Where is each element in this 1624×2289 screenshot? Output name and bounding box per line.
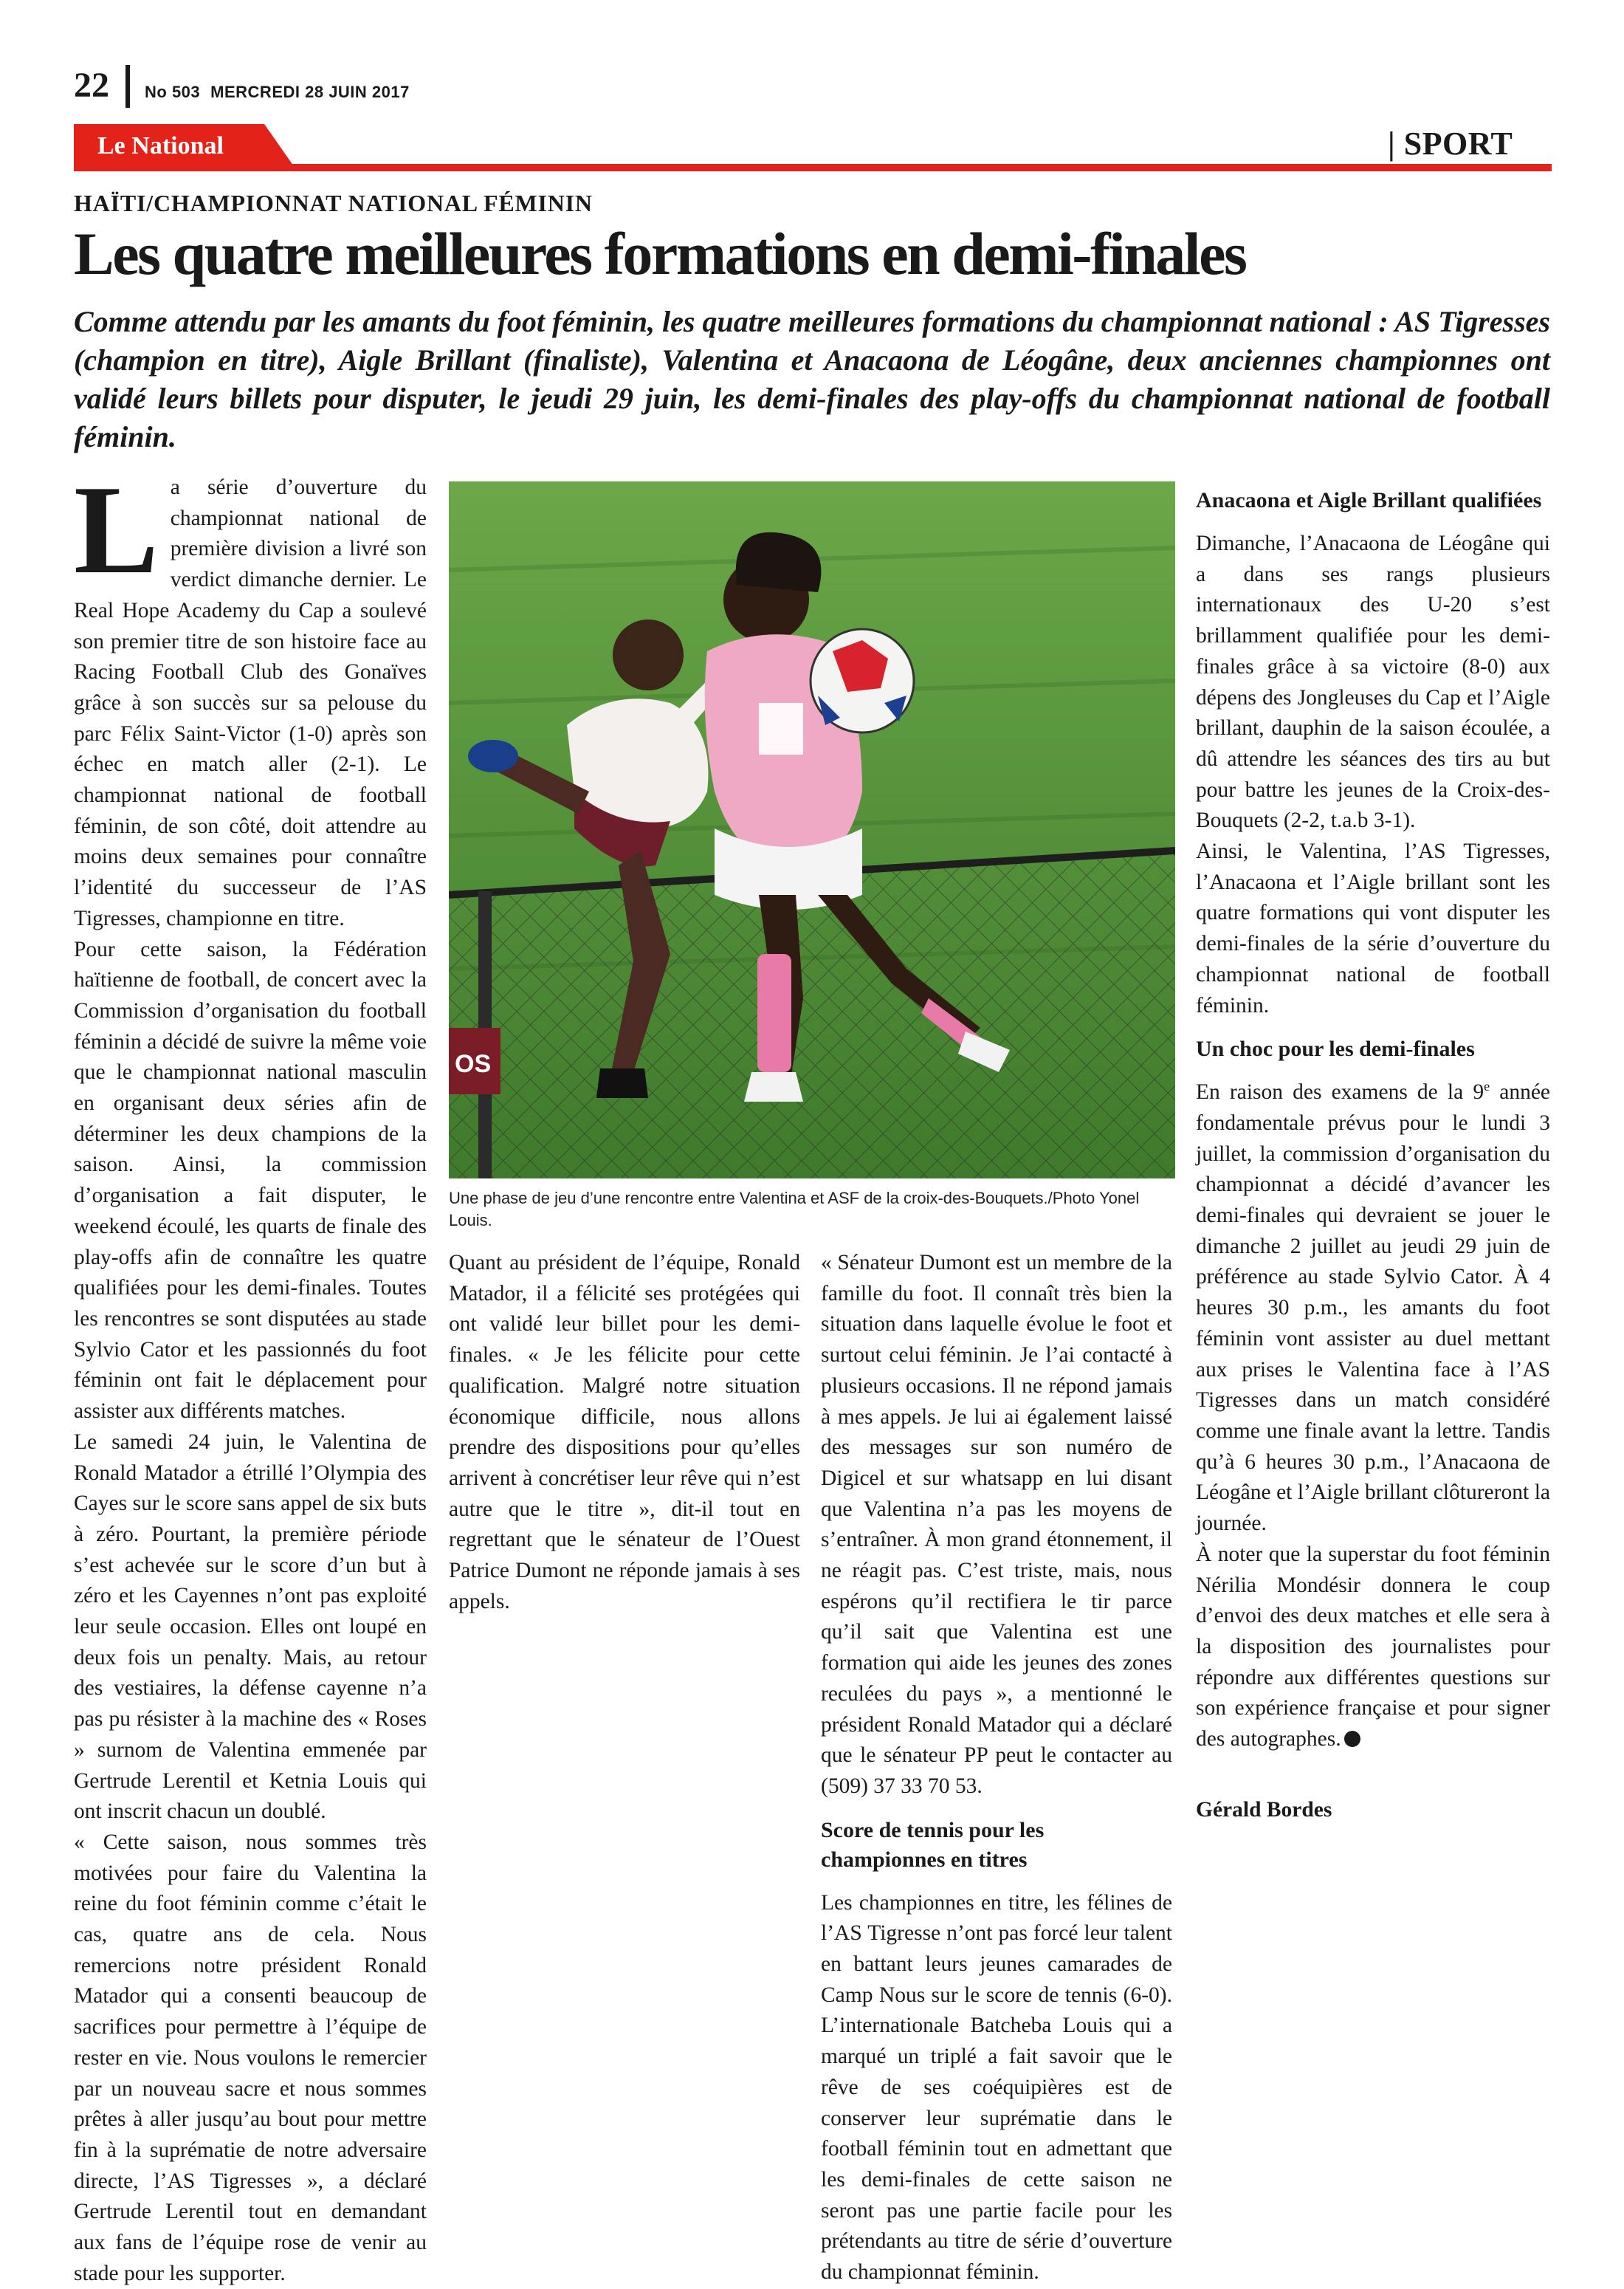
brand-name: Le National [97,132,224,159]
paragraph [1196,1540,1550,1755]
paragraph-text: a série d’ouverture du championnat national de première division a livré son verdict dimanche dernier. Le Real Hope Academy du Cap a soulevé son premier titre de son histoire face au Racing Football Club des Gonaïves grâce à son succès sur sa pelouse du parc Félix Saint-Victor (1-0) après son échec en match aller (2-1). Le championnat national de football féminin, de son côté, doit attendre au moins deux semaines pour connaître l’identité du successeur de l’AS Tigresses, championne en titre. [74,476,427,930]
end-mark-icon [1344,1731,1360,1747]
paragraph: Dimanche, l’Anacaona de Léogâne qui a dans ses rangs plusieurs internationaux des U-20 s’est brillamment qualifiée pour les demi-finales grâce à sa victoire (8-0) aux dépens des Jongleuses du Cap et l’Aigle brillant, dauphin de la saison écoulée, a dû attendre les séances des tirs au but pour battre les jeunes de la Croix-des-Bouquets (2-2, t.a.b 3-1). [1196,532,1550,833]
header-rule [74,164,1552,171]
article-column-3 [821,1248,1172,2288]
subheading-tennis: Score de tennis pour les championnes en titres [821,1817,1045,1872]
soccer-ball [811,629,914,732]
match-photo [449,481,1175,1178]
article-column-1 [74,460,427,2289]
paragraph [1196,1077,1550,1540]
author-signature: Gérald Bordes [1196,1797,1332,1822]
paragraph: Les championnes en titre, les félines de l’AS Tigresse n’ont pas forcé leur talent en battant leurs jeunes camarades de Camp Nous sur le score de tennis (6-0). L’internationale Batcheba Louis qui a marqué un triplé a fait savoir que le rêve de ses coéquipières est de conserver leur suprématie dans le football féminin tout en admettant que les demi-finales de cette saison ne seront pas une partie facile pour les prétendants au titre de série d’ouverture du championnat féminin. [821,1890,1172,2285]
paragraph: Le samedi 24 juin, le Valentina de Ronald Matador a étrillé l’Olympia des Cayes sur le score sans appel de six buts à zéro. Pourtant, la première période s’est achevée sur le score d’un but à zéro et les Cayennes n’ont pas exploité leur seule occasion. Elles ont loupé en deux fois un penalty. Mais, au retour des vestiaires, la défense cayenne n’a pas pu résister à la machine des « Roses » surnom de Valentina emmenée par Gertrude Lerentil et Ketnia Louis qui ont inscrit chacun un doublé. [74,1430,427,1824]
subheading-anacaona: Anacaona et Aigle Brillant qualifiées [1196,488,1542,512]
article-standfirst: Comme attendu par les amants du foot féminin, les quatre meilleures formations du championnat national : AS Tigresses (champion en titre), Aigle Brillant (finaliste), Valentina et Anacaona de Léogâne, deux anciennes championnes ont validé leurs billets pour disputer, le jeudi 29 juin, les demi-finales des play-offs du championnat national de football féminin. [74,305,1550,453]
subheading-choc: Un choc pour les demi-finales [1196,1037,1475,1062]
page-number: 22 [74,66,109,105]
drop-cap: L [74,460,159,600]
paragraph-text: année fondamentale prévus pour le lundi 3 juillet, la commission d’organisation du championnat a décidé d’avancer les demi-finales qui devraient se jouer le dimanche 2 juillet au jeudi 29 juin de préférence au stade Sylvio Cator. À 4 heures 30 p.m., les amants du foot féminin vont assister au duel mettant aux prises le Valentina face à l’AS Tigresses dans un match considéré comme une finale avant la lettre. Tandis qu’à 6 heures 30 p.m., l’Anacaona de Léogâne et l’Aigle brillant clôtureront la journée. [1196,1080,1551,1536]
paragraph: « Sénateur Dumont est un membre de la famille du foot. Il connaît très bien la situation dans laquelle évolue le foot et surtout celui féminin. Je l’ai contacté à plusieurs occasions. Il ne répond jamais à mes appels. Je lui ai également laissé des messages sur son numéro de Digicel et sur whatsapp en lui disant que Valentina n’a pas les moyens de s’entraîner. À mon grand étonnement, il ne réagit pas. C’est triste, mais, nous espérons qu’il rectifiera le tir parce qu’il sait que Valentina est une formation qui aide les jeunes des zones reculées du pays », a mentionné le président Ronald Matador qui a déclaré que le sénateur PP peut le contacter au (509) 37 33 70 53. [821,1251,1172,1798]
issue-number: No 503 [145,83,201,101]
article-column-4 [1196,473,1550,1825]
issue-date: MERCREDI 28 JUIN 2017 [210,83,410,101]
lead-paragraph [74,460,427,935]
paragraph-text: À noter que la superstar du foot féminin Nérilia Mondésir donnera le coup d’envoi des deux matches et elle sera à la disposition des journalistes pour répondre aux différentes questions sur son expérience française et pour signer des autographes. [1196,1542,1550,1751]
paragraph: Quant au président de l’équipe, Ronald Matador, il a félicité ses protégées qui ont validé leur billet pour les demi-finales. « Je les félicite pour cette qualification. Malgré notre situation économique difficile, nous allons prendre des dispositions pour qu’elles arrivent à concrétiser leur rêve qui n’est autre que le titre », dit-il tout en regrettant que le sénateur de l’Ouest Patrice Dumont ne réponde jamais à ses appels. [449,1251,800,1613]
photo-caption: Une phase de jeu d’une rencontre entre Valentina et ASF de la croix-des-Bouquets./Photo Yonel Louis. [449,1189,1140,1229]
paragraph-text: En raison des examens de la 9 [1196,1080,1484,1105]
article-column-2 [449,1248,800,1617]
paragraph: Pour cette saison, la Fédération haïtienne de football, de concert avec la Commission d’organisation du football féminin a décidé de suivre la même voie que le championnat national masculin en organisant deux séries afin de déterminer les deux champions de la saison. Ainsi, la commission d’organisation a fait disputer, le weekend écoulé, les quarts de finale des play-offs afin de connaître les quatre qualifiées pour les demi-finales. Toutes les rencontres se sont disputées au stade Sylvio Cator et les passionnés du foot féminin ont fait le déplacement pour assister aux différents matches. [74,937,427,1424]
paragraph: Ainsi, le Valentina, l’AS Tigresses, l’Anacaona et l’Aigle brillant sont les quatre formations qui vont disputer les demi-finales de la série d’ouverture du championnat national de football féminin. [1196,840,1550,1017]
paragraph: « Cette saison, nous sommes très motivées pour faire du Valentina la reine du foot féminin comme c’était le cas, quatre ans de cela. Nous remercions notre président Ronald Matador qui a consenti beaucoup de sacrifices pour permettre à l’équipe de rester en vie. Nous voulons le remercier par un nouveau sacre et nous sommes prêtes à aller jusqu’au bout pour mettre fin à la suprématie de notre adversaire directe, l’AS Tigresses », a déclaré Gertrude Lerentil tout en demandant aux fans de l’équipe rose de venir au stade pour les supporter. [74,1830,427,2285]
page-number-divider [125,65,130,108]
ordinal-superscript: e [1484,1079,1490,1094]
section-label: | SPORT [1388,126,1513,162]
match-photo-illustration [449,481,1175,1178]
article-headline: Les quatre meilleures formations en demi-finales [74,220,1246,287]
article-kicker: HAÏTI/CHAMPIONNAT NATIONAL FÉMININ [74,190,593,216]
advertising-board-text: OS [455,1050,492,1078]
issue-info [145,83,420,102]
